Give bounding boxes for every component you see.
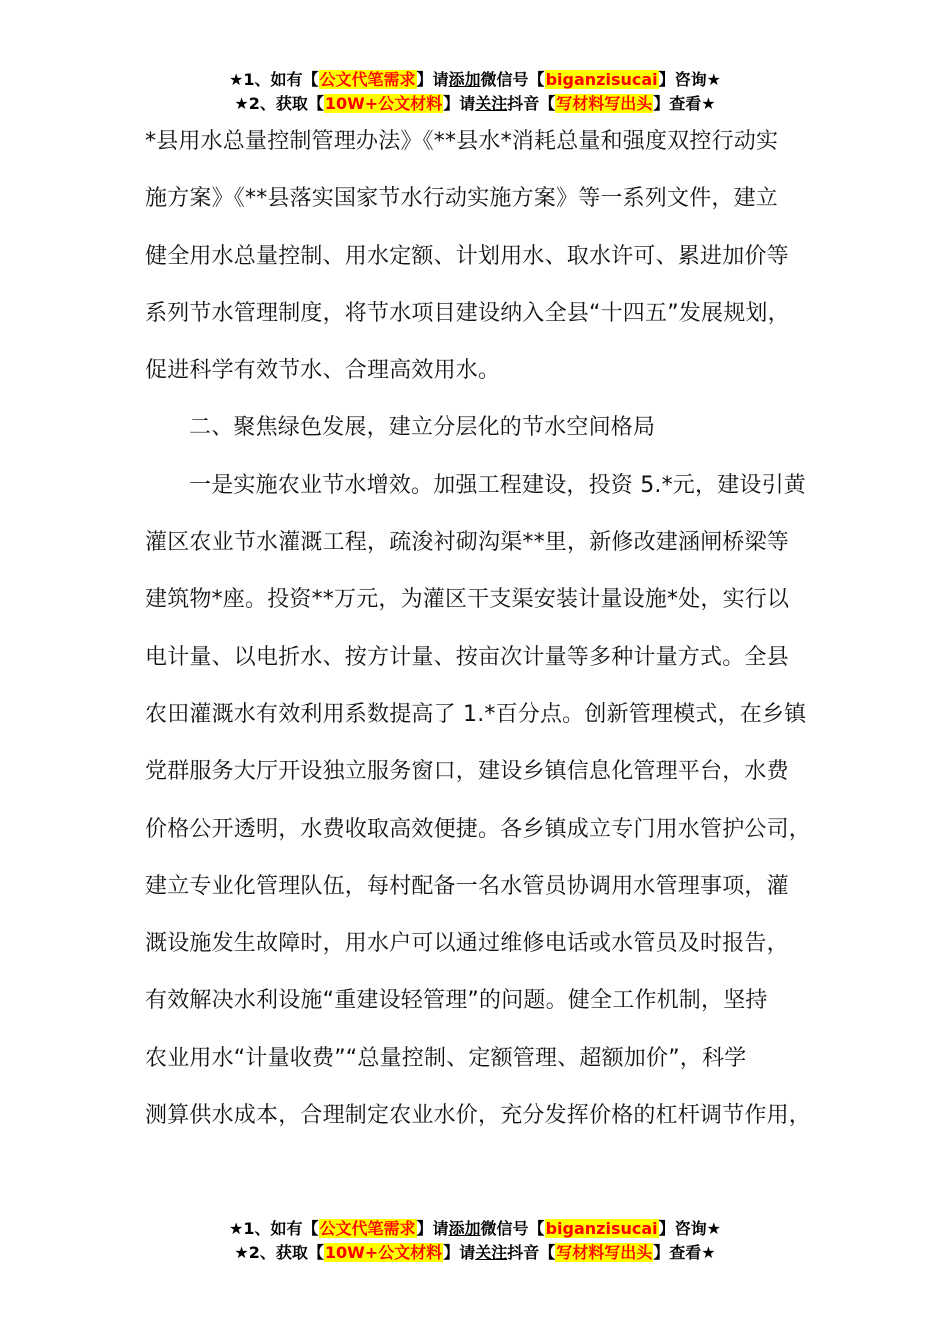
banner-text: 】查看★ [653,1243,716,1262]
banner-text: 抖音【 [507,94,556,113]
body-line: 溉设施发生故障时，用水户可以通过维修电话或水管员及时报告， [145,931,789,957]
banner-text: 抖音【 [507,1243,556,1262]
body-line: 农业用水“计量收费”“总量控制、定额管理、超额加价”，科学 [145,1045,747,1071]
body-line: 党群服务大厅开设独立服务窗口，建设乡镇信息化管理平台，水费 [145,759,789,785]
header-banner [0,68,950,116]
section-heading: 二、聚焦绿色发展，建立分层化的节水空间格局 [189,415,656,441]
body-line: 建筑物*座。投资**万元，为灌区干支渠安装计量设施*处，实行以 [145,587,790,613]
banner-text: ★1、如有【 [229,70,319,89]
banner-text: 】咨询★ [658,70,721,89]
highlight-douyin: 写材料写出头 [556,94,653,113]
paragraph-start: 一是实施农业节水增效。加强工程建设，投资 5.*元，建设引黄 [189,472,806,498]
banner-text: 微信号【 [480,1219,545,1238]
banner-text: 】咨询★ [658,1219,721,1238]
body-line: 测算供水成本，合理制定农业水价，充分发挥价格的杠杆调节作用， [145,1103,812,1129]
body-line: 电计量、以电折水、按方计量、按亩次计量等多种计量方式。全县 [145,644,789,670]
highlight-wechat-id: biganzisucai [545,1219,658,1238]
highlight-ghostwriting: 公文代笔需求 [319,70,416,89]
underlined-follow: 关注 [475,1243,508,1262]
body-line: 系列节水管理制度，将节水项目建设纳入全县“十四五”发展规划， [145,300,790,326]
banner-text: 】请 [416,70,449,89]
banner-text: ★2、获取【 [234,94,324,113]
highlight-douyin: 写材料写出头 [556,1243,653,1262]
underlined-add: 添加 [448,70,481,89]
highlight-wechat-id: biganzisucai [545,70,658,89]
body-line: *县用水总量控制管理办法》《**县水*消耗总量和强度双控行动实 [145,129,779,154]
banner-line-1 [0,1217,950,1241]
banner-text: 】请 [443,1243,476,1262]
banner-text: 】查看★ [653,94,716,113]
body-line: 灌区农业节水灌溉工程，疏浚衬砌沟渠**里，新修改建涵闸桥梁等 [145,530,790,556]
banner-text: ★2、获取【 [234,1243,324,1262]
body-line: 健全用水总量控制、用水定额、计划用水、取水许可、累进加价等 [145,243,789,269]
banner-text: 】请 [443,94,476,113]
banner-text: ★1、如有【 [229,1219,319,1238]
banner-line-2 [0,1241,950,1265]
body-line: 施方案》《**县落实国家节水行动实施方案》等一系列文件，建立 [145,186,779,212]
document-body [145,113,835,1144]
highlight-ghostwriting: 公文代笔需求 [319,1219,416,1238]
footer-banner [0,1217,950,1265]
body-line: 促进科学有效节水、合理高效用水。 [145,358,501,384]
body-line: 有效解决水利设施“重建设轻管理”的问题。健全工作机制，坚持 [145,988,768,1014]
underlined-add: 添加 [448,1219,481,1238]
banner-text: 微信号【 [480,70,545,89]
body-line: 建立专业化管理队伍，每村配备一名水管员协调用水管理事项，灌 [145,873,789,899]
body-line: 价格公开透明，水费收取高效便捷。各乡镇成立专门用水管护公司， [145,816,812,842]
highlight-materials: 10W+公文材料 [324,1243,443,1262]
banner-text: 】请 [416,1219,449,1238]
highlight-materials: 10W+公文材料 [324,94,443,113]
banner-line-1 [0,68,950,92]
underlined-follow: 关注 [475,94,508,113]
body-line: 农田灌溉水有效利用系数提高了 1.*百分点。创新管理模式，在乡镇 [145,701,807,727]
